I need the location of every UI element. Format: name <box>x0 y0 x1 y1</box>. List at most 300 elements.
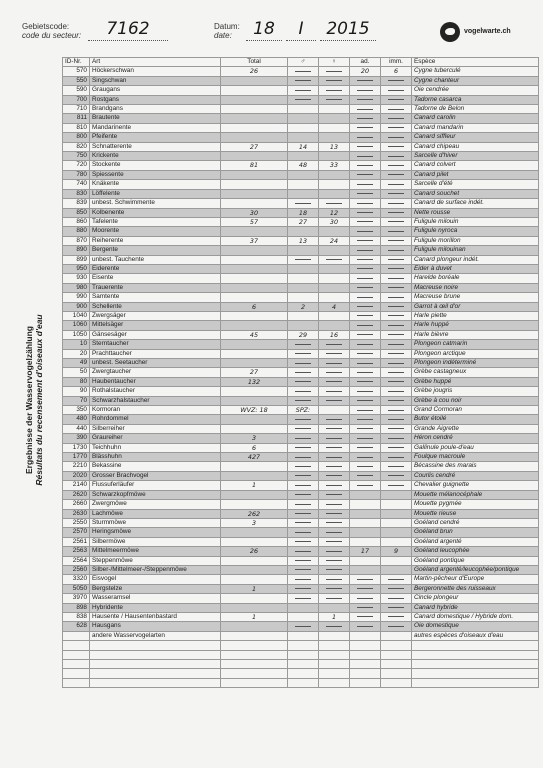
datum-year[interactable]: 2015 <box>320 18 376 41</box>
immature-count[interactable] <box>381 359 412 368</box>
immature-count[interactable] <box>381 424 412 433</box>
adult-count[interactable] <box>350 152 381 161</box>
total-count[interactable] <box>221 311 288 320</box>
female-count[interactable] <box>319 359 350 368</box>
male-count[interactable] <box>288 509 319 518</box>
adult-count[interactable]: 17 <box>350 547 381 556</box>
female-count[interactable] <box>319 584 350 593</box>
total-count[interactable] <box>221 123 288 132</box>
immature-count[interactable] <box>381 518 412 527</box>
immature-count[interactable]: 9 <box>381 547 412 556</box>
adult-count[interactable] <box>350 603 381 612</box>
male-count[interactable] <box>288 387 319 396</box>
adult-count[interactable] <box>350 631 381 640</box>
male-count[interactable] <box>288 274 319 283</box>
total-count[interactable]: 27 <box>221 368 288 377</box>
immature-count[interactable] <box>381 76 412 85</box>
female-count[interactable] <box>319 199 350 208</box>
immature-count[interactable] <box>381 349 412 358</box>
male-count[interactable] <box>288 76 319 85</box>
total-count[interactable] <box>221 622 288 631</box>
immature-count[interactable] <box>381 415 412 424</box>
immature-count[interactable] <box>381 406 412 415</box>
female-count[interactable]: 24 <box>319 236 350 245</box>
male-count[interactable] <box>288 584 319 593</box>
male-count[interactable] <box>288 114 319 123</box>
immature-count[interactable] <box>381 246 412 255</box>
adult-count[interactable] <box>350 293 381 302</box>
female-count[interactable] <box>319 631 350 640</box>
female-count[interactable] <box>319 396 350 405</box>
female-count[interactable] <box>319 377 350 386</box>
immature-count[interactable] <box>381 471 412 480</box>
total-count[interactable] <box>221 114 288 123</box>
immature-count[interactable] <box>381 321 412 330</box>
empty-cell[interactable] <box>90 669 221 678</box>
adult-count[interactable] <box>350 95 381 104</box>
datum-day[interactable]: 18 <box>246 18 282 41</box>
female-count[interactable] <box>319 518 350 527</box>
female-count[interactable] <box>319 321 350 330</box>
adult-count[interactable] <box>350 76 381 85</box>
immature-count[interactable] <box>381 274 412 283</box>
empty-cell[interactable] <box>350 641 381 650</box>
immature-count[interactable] <box>381 255 412 264</box>
empty-cell[interactable] <box>319 659 350 668</box>
empty-cell[interactable] <box>381 678 412 687</box>
male-count[interactable] <box>288 199 319 208</box>
female-count[interactable] <box>319 123 350 132</box>
total-count[interactable] <box>221 537 288 546</box>
total-count[interactable]: 26 <box>221 67 288 76</box>
male-count[interactable] <box>288 612 319 621</box>
total-count[interactable] <box>221 152 288 161</box>
male-count[interactable] <box>288 462 319 471</box>
male-count[interactable] <box>288 556 319 565</box>
adult-count[interactable] <box>350 330 381 339</box>
male-count[interactable] <box>288 189 319 198</box>
total-count[interactable] <box>221 255 288 264</box>
immature-count[interactable] <box>381 387 412 396</box>
total-count[interactable]: 3 <box>221 518 288 527</box>
adult-count[interactable] <box>350 612 381 621</box>
total-count[interactable] <box>221 170 288 179</box>
total-count[interactable] <box>221 246 288 255</box>
adult-count[interactable] <box>350 575 381 584</box>
total-count[interactable] <box>221 133 288 142</box>
empty-cell[interactable] <box>319 669 350 678</box>
empty-cell[interactable] <box>288 650 319 659</box>
male-count[interactable] <box>288 349 319 358</box>
total-count[interactable]: 57 <box>221 217 288 226</box>
immature-count[interactable] <box>381 180 412 189</box>
adult-count[interactable] <box>350 518 381 527</box>
female-count[interactable]: 4 <box>319 302 350 311</box>
total-count[interactable]: 1 <box>221 584 288 593</box>
empty-cell[interactable] <box>412 669 539 678</box>
immature-count[interactable] <box>381 133 412 142</box>
empty-cell[interactable] <box>221 659 288 668</box>
male-count[interactable] <box>288 170 319 179</box>
female-count[interactable] <box>319 481 350 490</box>
empty-row[interactable] <box>63 678 539 687</box>
total-count[interactable]: 45 <box>221 330 288 339</box>
female-count[interactable] <box>319 434 350 443</box>
male-count[interactable] <box>288 264 319 273</box>
immature-count[interactable] <box>381 622 412 631</box>
total-count[interactable] <box>221 424 288 433</box>
female-count[interactable] <box>319 283 350 292</box>
male-count[interactable] <box>288 293 319 302</box>
female-count[interactable] <box>319 622 350 631</box>
adult-count[interactable]: 20 <box>350 67 381 76</box>
total-count[interactable] <box>221 396 288 405</box>
male-count[interactable] <box>288 123 319 132</box>
total-count[interactable]: 27 <box>221 142 288 151</box>
female-count[interactable] <box>319 443 350 452</box>
female-count[interactable] <box>319 255 350 264</box>
adult-count[interactable] <box>350 462 381 471</box>
female-count[interactable]: 33 <box>319 161 350 170</box>
adult-count[interactable] <box>350 349 381 358</box>
empty-cell[interactable] <box>412 659 539 668</box>
female-count[interactable] <box>319 528 350 537</box>
male-count[interactable] <box>288 518 319 527</box>
male-count[interactable] <box>288 133 319 142</box>
immature-count[interactable] <box>381 199 412 208</box>
male-count[interactable]: 18 <box>288 208 319 217</box>
female-count[interactable]: 16 <box>319 330 350 339</box>
total-count[interactable] <box>221 359 288 368</box>
female-count[interactable] <box>319 114 350 123</box>
male-count[interactable] <box>288 227 319 236</box>
female-count[interactable] <box>319 152 350 161</box>
adult-count[interactable] <box>350 133 381 142</box>
empty-cell[interactable] <box>288 669 319 678</box>
empty-cell[interactable] <box>90 641 221 650</box>
adult-count[interactable] <box>350 283 381 292</box>
adult-count[interactable] <box>350 406 381 415</box>
immature-count[interactable] <box>381 490 412 499</box>
immature-count[interactable] <box>381 537 412 546</box>
male-count[interactable] <box>288 368 319 377</box>
female-count[interactable] <box>319 556 350 565</box>
empty-cell[interactable] <box>90 678 221 687</box>
female-count[interactable] <box>319 246 350 255</box>
male-count[interactable] <box>288 377 319 386</box>
female-count[interactable] <box>319 500 350 509</box>
adult-count[interactable] <box>350 264 381 273</box>
female-count[interactable]: 1 <box>319 612 350 621</box>
total-count[interactable]: 1 <box>221 481 288 490</box>
adult-count[interactable] <box>350 424 381 433</box>
female-count[interactable] <box>319 105 350 114</box>
immature-count[interactable] <box>381 368 412 377</box>
total-count[interactable] <box>221 575 288 584</box>
immature-count[interactable] <box>381 462 412 471</box>
total-count[interactable]: 262 <box>221 509 288 518</box>
empty-cell[interactable] <box>350 659 381 668</box>
immature-count[interactable] <box>381 302 412 311</box>
immature-count[interactable] <box>381 528 412 537</box>
total-count[interactable]: WVZ: 18 <box>221 406 288 415</box>
immature-count[interactable] <box>381 575 412 584</box>
female-count[interactable] <box>319 565 350 574</box>
adult-count[interactable] <box>350 415 381 424</box>
adult-count[interactable] <box>350 217 381 226</box>
immature-count[interactable] <box>381 208 412 217</box>
total-count[interactable] <box>221 415 288 424</box>
female-count[interactable] <box>319 349 350 358</box>
female-count[interactable] <box>319 406 350 415</box>
male-count[interactable] <box>288 311 319 320</box>
male-count[interactable]: 14 <box>288 142 319 151</box>
adult-count[interactable] <box>350 86 381 95</box>
adult-count[interactable] <box>350 368 381 377</box>
female-count[interactable] <box>319 133 350 142</box>
immature-count[interactable] <box>381 170 412 179</box>
male-count[interactable] <box>288 255 319 264</box>
immature-count[interactable] <box>381 227 412 236</box>
adult-count[interactable] <box>350 142 381 151</box>
immature-count[interactable] <box>381 631 412 640</box>
female-count[interactable] <box>319 170 350 179</box>
immature-count[interactable] <box>381 434 412 443</box>
gebietscode-value[interactable]: 7162 <box>88 18 168 41</box>
male-count[interactable]: SPZ: <box>288 406 319 415</box>
male-count[interactable] <box>288 359 319 368</box>
empty-cell[interactable] <box>350 669 381 678</box>
adult-count[interactable] <box>350 622 381 631</box>
female-count[interactable]: 30 <box>319 217 350 226</box>
total-count[interactable]: 6 <box>221 302 288 311</box>
female-count[interactable] <box>319 274 350 283</box>
empty-cell[interactable] <box>90 659 221 668</box>
female-count[interactable] <box>319 189 350 198</box>
adult-count[interactable] <box>350 246 381 255</box>
immature-count[interactable] <box>381 123 412 132</box>
female-count[interactable] <box>319 415 350 424</box>
adult-count[interactable] <box>350 490 381 499</box>
immature-count[interactable] <box>381 105 412 114</box>
adult-count[interactable] <box>350 537 381 546</box>
immature-count[interactable] <box>381 594 412 603</box>
male-count[interactable] <box>288 283 319 292</box>
immature-count[interactable] <box>381 264 412 273</box>
total-count[interactable] <box>221 95 288 104</box>
empty-cell[interactable] <box>221 678 288 687</box>
empty-cell[interactable] <box>63 641 90 650</box>
adult-count[interactable] <box>350 453 381 462</box>
male-count[interactable]: 27 <box>288 217 319 226</box>
total-count[interactable] <box>221 321 288 330</box>
total-count[interactable] <box>221 490 288 499</box>
immature-count[interactable] <box>381 565 412 574</box>
male-count[interactable] <box>288 594 319 603</box>
adult-count[interactable] <box>350 114 381 123</box>
empty-row[interactable] <box>63 659 539 668</box>
total-count[interactable]: 427 <box>221 453 288 462</box>
adult-count[interactable] <box>350 321 381 330</box>
male-count[interactable] <box>288 603 319 612</box>
male-count[interactable] <box>288 537 319 546</box>
immature-count[interactable] <box>381 161 412 170</box>
total-count[interactable]: 3 <box>221 434 288 443</box>
adult-count[interactable] <box>350 161 381 170</box>
total-count[interactable] <box>221 594 288 603</box>
immature-count[interactable] <box>381 340 412 349</box>
female-count[interactable] <box>319 180 350 189</box>
female-count[interactable] <box>319 387 350 396</box>
empty-cell[interactable] <box>412 650 539 659</box>
adult-count[interactable] <box>350 227 381 236</box>
adult-count[interactable] <box>350 123 381 132</box>
adult-count[interactable] <box>350 481 381 490</box>
total-count[interactable] <box>221 180 288 189</box>
adult-count[interactable] <box>350 377 381 386</box>
female-count[interactable] <box>319 424 350 433</box>
empty-row[interactable] <box>63 641 539 650</box>
empty-cell[interactable] <box>319 650 350 659</box>
immature-count[interactable] <box>381 500 412 509</box>
immature-count[interactable] <box>381 377 412 386</box>
male-count[interactable] <box>288 434 319 443</box>
female-count[interactable] <box>319 490 350 499</box>
adult-count[interactable] <box>350 236 381 245</box>
total-count[interactable] <box>221 76 288 85</box>
total-count[interactable] <box>221 283 288 292</box>
adult-count[interactable] <box>350 311 381 320</box>
empty-cell[interactable] <box>412 641 539 650</box>
empty-cell[interactable] <box>221 669 288 678</box>
immature-count[interactable] <box>381 509 412 518</box>
adult-count[interactable] <box>350 471 381 480</box>
total-count[interactable] <box>221 462 288 471</box>
male-count[interactable]: 13 <box>288 236 319 245</box>
female-count[interactable] <box>319 95 350 104</box>
empty-cell[interactable] <box>381 650 412 659</box>
empty-cell[interactable] <box>350 678 381 687</box>
total-count[interactable] <box>221 565 288 574</box>
male-count[interactable] <box>288 415 319 424</box>
adult-count[interactable] <box>350 274 381 283</box>
female-count[interactable] <box>319 462 350 471</box>
female-count[interactable] <box>319 67 350 76</box>
male-count[interactable] <box>288 321 319 330</box>
male-count[interactable] <box>288 575 319 584</box>
female-count[interactable] <box>319 340 350 349</box>
adult-count[interactable] <box>350 302 381 311</box>
adult-count[interactable] <box>350 565 381 574</box>
total-count[interactable] <box>221 603 288 612</box>
empty-cell[interactable] <box>63 669 90 678</box>
immature-count[interactable]: 6 <box>381 67 412 76</box>
immature-count[interactable] <box>381 114 412 123</box>
male-count[interactable]: 48 <box>288 161 319 170</box>
empty-cell[interactable] <box>288 678 319 687</box>
total-count[interactable] <box>221 340 288 349</box>
male-count[interactable] <box>288 67 319 76</box>
male-count[interactable] <box>288 453 319 462</box>
immature-count[interactable] <box>381 86 412 95</box>
male-count[interactable] <box>288 622 319 631</box>
female-count[interactable] <box>319 594 350 603</box>
total-count[interactable] <box>221 227 288 236</box>
empty-cell[interactable] <box>381 669 412 678</box>
total-count[interactable] <box>221 528 288 537</box>
total-count[interactable] <box>221 86 288 95</box>
male-count[interactable] <box>288 86 319 95</box>
immature-count[interactable] <box>381 556 412 565</box>
empty-cell[interactable] <box>221 641 288 650</box>
total-count[interactable] <box>221 105 288 114</box>
immature-count[interactable] <box>381 612 412 621</box>
male-count[interactable] <box>288 481 319 490</box>
total-count[interactable] <box>221 264 288 273</box>
total-count[interactable]: 30 <box>221 208 288 217</box>
female-count[interactable] <box>319 76 350 85</box>
empty-cell[interactable] <box>63 650 90 659</box>
female-count[interactable]: 12 <box>319 208 350 217</box>
total-count[interactable] <box>221 293 288 302</box>
total-count[interactable] <box>221 471 288 480</box>
male-count[interactable] <box>288 528 319 537</box>
female-count[interactable]: 13 <box>319 142 350 151</box>
male-count[interactable] <box>288 565 319 574</box>
immature-count[interactable] <box>381 396 412 405</box>
immature-count[interactable] <box>381 217 412 226</box>
adult-count[interactable] <box>350 359 381 368</box>
total-count[interactable]: 26 <box>221 547 288 556</box>
immature-count[interactable] <box>381 453 412 462</box>
empty-cell[interactable] <box>319 678 350 687</box>
male-count[interactable] <box>288 340 319 349</box>
adult-count[interactable] <box>350 556 381 565</box>
male-count[interactable] <box>288 95 319 104</box>
adult-count[interactable] <box>350 434 381 443</box>
male-count[interactable]: 29 <box>288 330 319 339</box>
immature-count[interactable] <box>381 311 412 320</box>
female-count[interactable] <box>319 86 350 95</box>
adult-count[interactable] <box>350 594 381 603</box>
immature-count[interactable] <box>381 584 412 593</box>
adult-count[interactable] <box>350 255 381 264</box>
immature-count[interactable] <box>381 443 412 452</box>
datum-month[interactable]: I <box>286 18 316 41</box>
adult-count[interactable] <box>350 509 381 518</box>
immature-count[interactable] <box>381 236 412 245</box>
total-count[interactable] <box>221 387 288 396</box>
male-count[interactable] <box>288 631 319 640</box>
adult-count[interactable] <box>350 340 381 349</box>
adult-count[interactable] <box>350 443 381 452</box>
empty-cell[interactable] <box>90 650 221 659</box>
empty-cell[interactable] <box>381 659 412 668</box>
adult-count[interactable] <box>350 396 381 405</box>
total-count[interactable]: 81 <box>221 161 288 170</box>
total-count[interactable]: 1 <box>221 612 288 621</box>
male-count[interactable] <box>288 105 319 114</box>
empty-cell[interactable] <box>381 641 412 650</box>
male-count[interactable] <box>288 547 319 556</box>
total-count[interactable] <box>221 199 288 208</box>
total-count[interactable] <box>221 349 288 358</box>
adult-count[interactable] <box>350 189 381 198</box>
empty-row[interactable] <box>63 650 539 659</box>
female-count[interactable] <box>319 311 350 320</box>
immature-count[interactable] <box>381 95 412 104</box>
male-count[interactable] <box>288 500 319 509</box>
